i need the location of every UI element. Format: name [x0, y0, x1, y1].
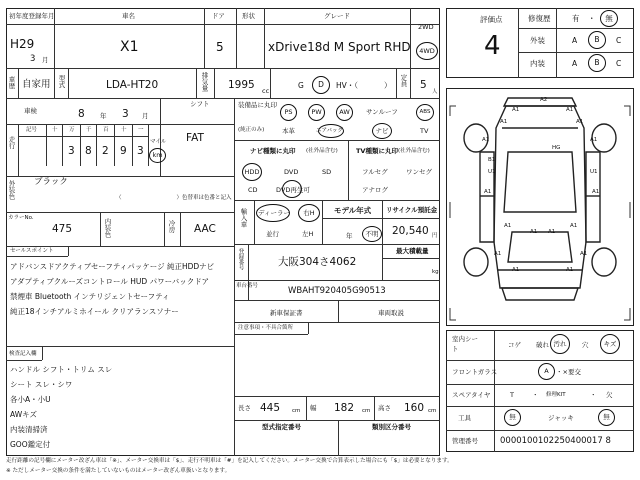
diagram-label-6: A1 [482, 137, 490, 143]
ac-label: 冷房 [167, 220, 176, 233]
navi-sub: (社外品含む) [306, 148, 338, 154]
score-value: 4 [484, 31, 501, 61]
equip-sunroof: サンルーフ [366, 108, 398, 116]
mileage-unit-code: 記号 [26, 127, 38, 133]
shape-label: 形状 [242, 12, 255, 20]
exterior-c: C [616, 36, 622, 45]
mileage-digit-1: 3 [68, 145, 75, 157]
capacity-label: 定員 [399, 74, 408, 87]
diagram-label-21: HG [552, 145, 561, 151]
diagram-label-2: A1 [512, 107, 520, 113]
sales-point-3: 禁煙車 Bluetooth インテリジェントセーフティ [10, 292, 170, 301]
diagram-label-1: A2 [540, 97, 548, 103]
tools-label: 工具 [458, 414, 471, 422]
spare-label: スペアタイヤ [452, 391, 491, 399]
first-reg-era: H29 [10, 37, 35, 51]
interior-c: C [616, 59, 622, 68]
interior-label: 内装 [530, 59, 545, 68]
seat-scratch: キズ [600, 334, 620, 354]
fuel-close: ） [384, 81, 392, 90]
diagram-label-16: A1 [570, 223, 578, 229]
sales-point-2: アダプティブクルーズコントロール HUD パワーバックドア [10, 277, 209, 286]
chassis-label: 車台番号 [236, 283, 259, 289]
first-reg-month-unit: 月 [42, 56, 49, 64]
diagram-label-7: B1 [488, 157, 496, 163]
max-load-unit: kg [432, 269, 439, 275]
spare-t: T [510, 391, 514, 399]
shift-label: シフト [190, 100, 210, 108]
tv-sub: (社外品含む) [398, 148, 430, 154]
equip-pw: PW [308, 104, 325, 121]
purpose-value: 自家用 [22, 79, 51, 90]
color-code-label: カラーNo. [8, 215, 34, 221]
displacement-label: 排気量 [200, 72, 209, 92]
mileage-km: km [149, 148, 166, 163]
diagram-label-8: U1 [488, 169, 496, 175]
footer-line-1: 走行距離の記号欄にメーター改ざん車は「※」、メーター交換車は「$」、走行不明車は「#」を記入してください。メーター交換で合算表示した場合にも「$」は必要となります。 [6, 458, 453, 464]
mileage-digit-4: 9 [120, 145, 127, 157]
model-year-label: モデル年式 [334, 206, 372, 215]
diagram-label-5: A1 [576, 119, 584, 125]
import-left-h: 左H [302, 230, 314, 238]
equip-abs: ABS [416, 104, 434, 121]
color-label: 外装色 [7, 180, 16, 200]
tv-label: TV種類に丸印 [356, 147, 398, 155]
import-label: 輸入車 [239, 208, 248, 228]
length-unit: cm [292, 408, 301, 414]
grade-name: xDrive18d M Sport RHD [268, 40, 411, 54]
diagram-label-18: A1 [580, 251, 588, 257]
equip-airbag-circle [318, 124, 344, 138]
sales-point-1: アドバンスドアクティブセーフティパッケージ 純正HDDナビ [10, 262, 215, 271]
windshield-rest: ・×要交 [556, 368, 581, 376]
height-label: 高さ [378, 404, 391, 412]
jack-value: 無 [598, 409, 615, 426]
jack-label: ジャッキ [548, 414, 574, 422]
color-value: ブラック [34, 177, 68, 187]
height-unit: cm [428, 408, 437, 414]
inspector-line-6: GOO鑑定付 [10, 440, 51, 449]
inspector-line-4: AWキズ [10, 410, 37, 419]
max-load-label: 最大積載量 [396, 247, 429, 255]
type-label: 型式 [57, 75, 66, 88]
mileage-unit-1k: 千 [86, 127, 92, 133]
cc-unit: cc [262, 87, 270, 95]
inspection-year-unit: 年 [100, 112, 107, 120]
recycle-yen: 円 [432, 233, 438, 239]
import-dealer: ディーラー [258, 209, 290, 217]
footer-line-2: ※ ただしメーター交換の条件を満たしていないものはメーター改ざん車扱いとなります。 [6, 468, 231, 474]
mileage-label: 走行 [7, 136, 16, 149]
recycle-label: リサイクル預託金 [386, 206, 438, 214]
spare-dot2: ・ [590, 391, 597, 399]
width-unit: cm [362, 408, 371, 414]
repair-yes: 有 [572, 14, 580, 23]
length-value: 445 [260, 402, 281, 414]
chassis-value: WBAHT920405G90513 [288, 286, 386, 296]
exterior-a: A [572, 36, 578, 45]
repair-dot: ・ [588, 14, 596, 23]
fuel-d: D [312, 76, 330, 94]
model-code: LDA-HT20 [106, 79, 159, 91]
sales-points-label: セールスポイント [10, 248, 54, 254]
inspection-month-unit: 月 [142, 112, 149, 120]
fuel-g: G [298, 81, 304, 90]
inspector-line-5: 内装清掃済 [10, 425, 48, 434]
drive-4wd: 4WD [416, 42, 438, 60]
equip-navi: ナビ [372, 123, 392, 139]
mileage-digit-2: 8 [85, 145, 92, 157]
exterior-label: 外装 [530, 36, 545, 45]
model-year-unknown: 不明 [362, 226, 382, 242]
navi-dvd-play-circle [282, 180, 302, 198]
navi-dvd: DVD [284, 168, 299, 176]
diagram-label-9: U1 [590, 169, 598, 175]
spare-dot1: ・ [532, 391, 539, 399]
import-dealer-circle [256, 204, 290, 222]
diagram-label-4: A1 [500, 119, 508, 125]
mileage-unit-10k: 万 [69, 127, 75, 133]
inspector-line-1: ハンドル シフト・トリム スレ [10, 365, 113, 374]
length-label: 長さ [238, 404, 251, 412]
windshield-label: フロントガラス [452, 368, 498, 376]
model-name-label: 車名 [122, 12, 135, 20]
equip-ps: PS [280, 104, 297, 121]
diagram-label-3: A1 [566, 107, 574, 113]
seat-hole: 穴 [582, 341, 589, 349]
capacity-value: 5 [420, 79, 427, 91]
diagram-label-10: A1 [590, 137, 598, 143]
diagram-label-17: A1 [494, 251, 502, 257]
equipment-sub-label: (純正のみ) [238, 127, 265, 133]
equipment-label: 装備品に丸印 [238, 101, 277, 109]
navi-sd: SD [322, 168, 332, 176]
capacity-unit: 人 [432, 89, 438, 95]
car-damage-diagram [446, 92, 634, 328]
tv-analog: アナログ [362, 186, 388, 194]
import-parallel: 並行 [266, 230, 279, 238]
model-year-suffix: 年 [346, 232, 353, 240]
drive-2wd: 2WD [418, 23, 434, 31]
mileage-digit-3: 2 [102, 145, 109, 157]
equip-tv: TV [420, 127, 429, 135]
windshield-a: A [538, 363, 555, 380]
spare-missing: 欠 [606, 391, 613, 399]
mileage-unit-10: 十 [121, 127, 127, 133]
ac-value: AAC [194, 223, 216, 235]
spare-repair-kit: 修理KIT [546, 392, 566, 398]
displacement-value: 1995 [228, 79, 255, 91]
diagram-label-12: A1 [592, 189, 600, 195]
type-cert-label: 型式指定番号 [262, 423, 301, 431]
exterior-b: B [588, 31, 606, 49]
purpose-label: 車歴 [7, 76, 16, 89]
color-note: （ ）色替車は色番と記入 [116, 195, 232, 201]
mileage-unit-100k: 十 [52, 127, 58, 133]
door-label: ドア [212, 12, 225, 20]
color-code-value: 475 [52, 223, 73, 235]
diagram-label-11: A1 [484, 189, 492, 195]
inspector-line-2: シート スレ・シワ [10, 380, 73, 389]
equip-leather: 本革 [282, 127, 295, 135]
first-reg-label: 初年度登録年月 [9, 12, 55, 20]
first-reg-month: 3 [30, 54, 36, 64]
mileage-digit-5: 3 [137, 145, 144, 157]
grade-label: グレード [324, 12, 350, 20]
shift-value: FAT [186, 132, 204, 144]
control-value: 0000100102250400017 8 [500, 436, 611, 446]
seat-burn: コゲ [508, 341, 521, 349]
model-name: X1 [120, 39, 139, 55]
mileage-unit-1: 一 [138, 127, 144, 133]
width-value: 182 [334, 402, 355, 414]
mileage-mile: マイル [150, 139, 167, 145]
interior-color-label: 内装色 [103, 218, 112, 238]
navi-cd: CD [248, 186, 258, 194]
diagram-label-13: A1 [504, 223, 512, 229]
inspector-label: 検査記入欄 [9, 351, 37, 357]
control-label: 管理番号 [452, 437, 478, 445]
mileage-unit-100: 百 [103, 127, 109, 133]
width-label: 幅 [310, 404, 317, 412]
warranty-label: 新車保証書 [270, 309, 303, 317]
diagram-label-15: A1 [548, 229, 556, 235]
category-label: 類別区分番号 [372, 423, 411, 431]
diagram-label-14: A1 [530, 229, 538, 235]
recycle-value: 20,540 [392, 225, 429, 237]
inspector-line-3: 各小A・小U [10, 395, 51, 404]
height-value: 160 [404, 402, 425, 414]
manual-label: 車両取説 [378, 309, 404, 317]
registration-value: 大阪304さ4062 [278, 256, 357, 268]
seat-dirt: 汚れ [550, 334, 570, 354]
navi-label: ナビ種類に丸印 [250, 147, 296, 155]
fuel-hv: HV・（ [336, 81, 359, 90]
interior-a: A [572, 59, 578, 68]
sales-point-4: 純正18インチアルミホイール クリアランスソナー [10, 307, 179, 316]
interior-seat-label: 室内シート [452, 335, 478, 353]
inspection-month: 3 [122, 108, 129, 120]
repair-no: 無 [600, 10, 618, 27]
notes-label: 注意事項・不具合箇所 [238, 325, 294, 331]
tv-oneseg: ワンセグ [406, 168, 432, 176]
registration-label: 登録番号 [237, 248, 244, 270]
door-count: 5 [216, 40, 224, 54]
repair-label: 修復歴 [528, 14, 551, 23]
score-label: 評価点 [480, 15, 503, 24]
tools-value: 無 [504, 409, 521, 426]
inspection-year: 8 [78, 108, 85, 120]
diagram-label-20: A1 [566, 267, 574, 273]
equip-aw: AW [336, 104, 353, 121]
inspection-label: 車検 [24, 107, 37, 115]
import-right-h: 右H [298, 204, 320, 222]
navi-dvd-play: DVD再生可 [276, 186, 310, 194]
seat-tear: 破れ [536, 341, 549, 349]
tv-fullseg: フルセグ [362, 168, 388, 176]
equip-airbag: エアバッグ [316, 128, 344, 134]
diagram-label-19: A1 [512, 267, 520, 273]
interior-b: B [588, 54, 606, 72]
navi-hdd: HDD [242, 163, 262, 181]
